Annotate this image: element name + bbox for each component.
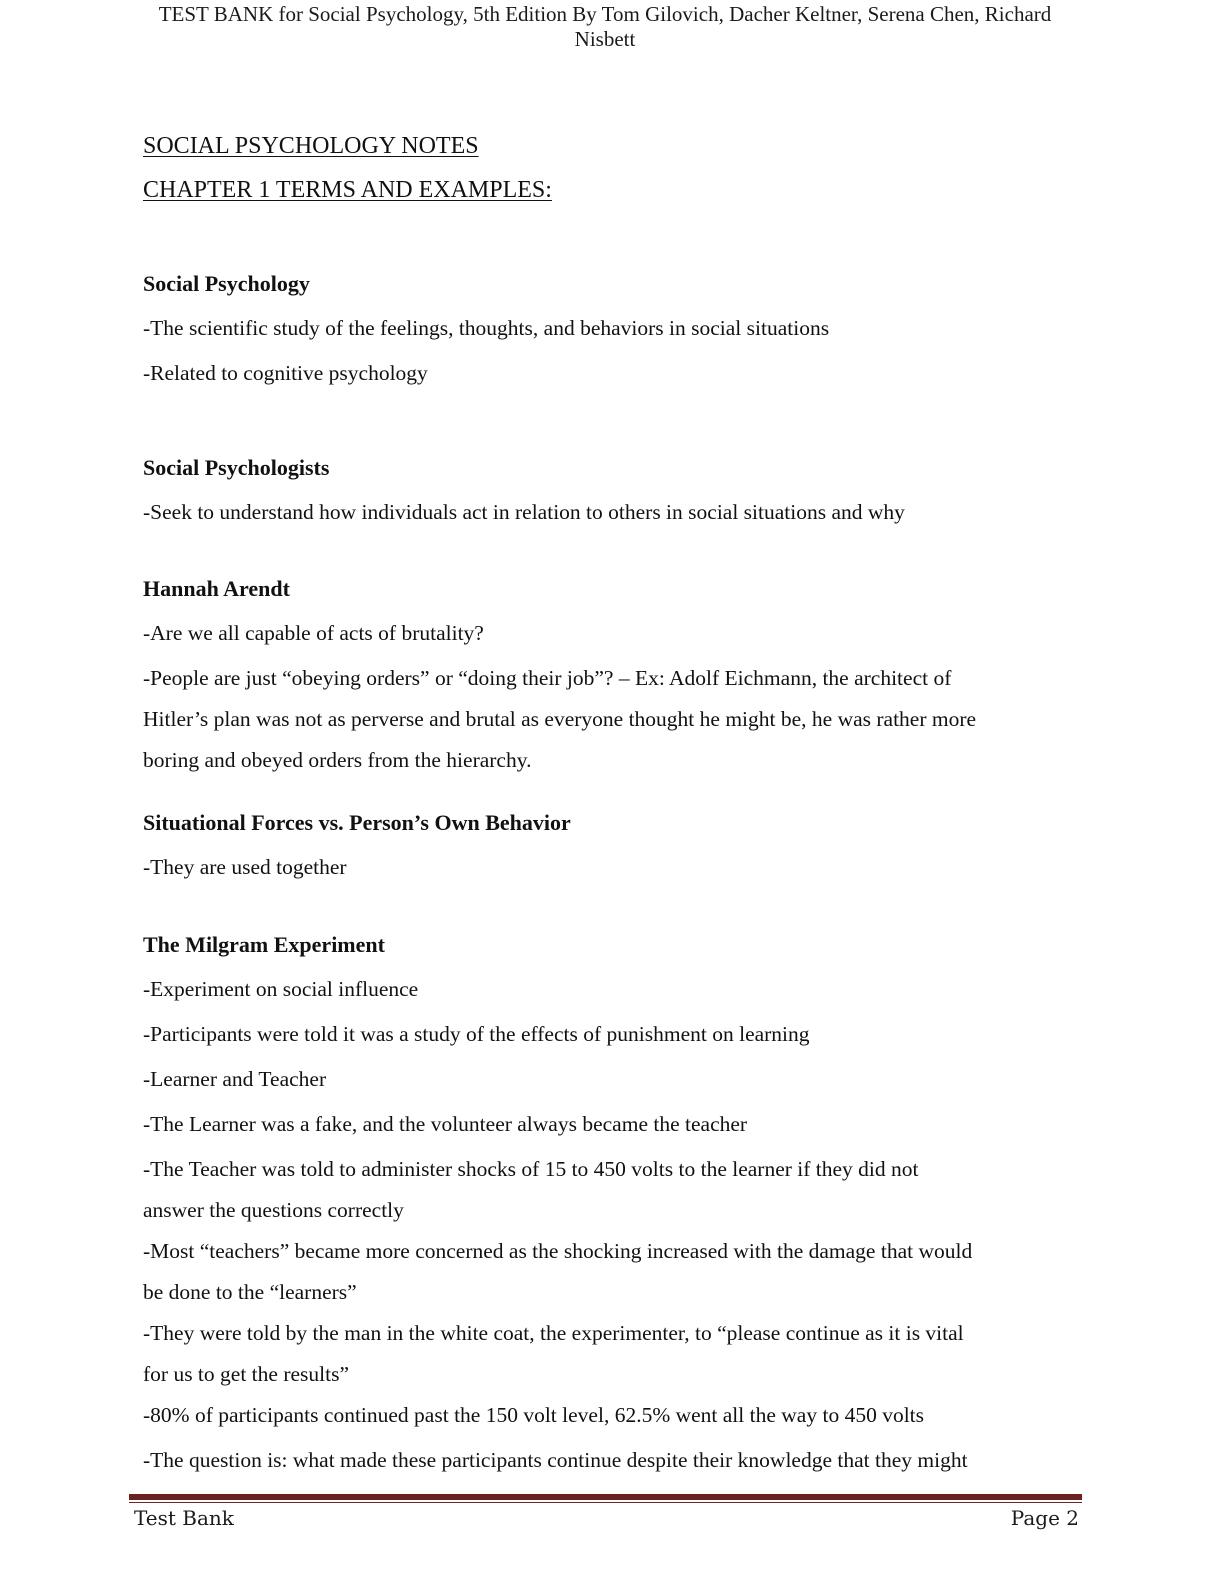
section-line: -They were told by the man in the white coat, the experimenter, to “please continue as it is vital bbox=[143, 1321, 964, 1345]
section-line: -80% of participants continued past the 150 volt level, 62.5% went all the way to 450 volts bbox=[143, 1403, 925, 1427]
section-line: -Learner and Teacher bbox=[143, 1067, 327, 1091]
section-line: -The Learner was a fake, and the volunteer always became the teacher bbox=[143, 1112, 748, 1136]
section-line: -Related to cognitive psychology bbox=[143, 361, 428, 385]
section-line: -The question is: what made these participants continue despite their knowledge that they might bbox=[143, 1448, 968, 1472]
section-line: for us to get the results” bbox=[143, 1362, 349, 1386]
section-line: -Experiment on social influence bbox=[143, 977, 419, 1001]
section-line: boring and obeyed orders from the hierarchy. bbox=[143, 748, 532, 772]
section-line: Hitler’s plan was not as perverse and brutal as everyone thought he might be, he was rather more bbox=[143, 707, 977, 731]
section-line: -Seek to understand how individuals act in relation to others in social situations and why bbox=[143, 500, 905, 524]
page-header bbox=[130, 2, 1080, 52]
section-line: -Are we all capable of acts of brutality? bbox=[143, 621, 484, 645]
header-line-1: TEST BANK for Social Psychology, 5th Edition By Tom Gilovich, Dacher Keltner, Serena Chen, Richard bbox=[158, 2, 1052, 26]
section-line: answer the questions correctly bbox=[143, 1198, 404, 1222]
notes-title: SOCIAL PSYCHOLOGY NOTES bbox=[143, 133, 479, 159]
footer-label: Test Bank bbox=[134, 1506, 234, 1530]
section-line: -They are used together bbox=[143, 855, 347, 879]
section-line: -Participants were told it was a study of the effects of punishment on learning bbox=[143, 1022, 810, 1046]
section-line: -The scientific study of the feelings, thoughts, and behaviors in social situations bbox=[143, 316, 830, 340]
chapter-title: CHAPTER 1 TERMS AND EXAMPLES: bbox=[143, 177, 552, 203]
section-heading-social-psychology: Social Psychology bbox=[143, 271, 310, 296]
section-line: -The Teacher was told to administer shocks of 15 to 450 volts to the learner if they did not bbox=[143, 1157, 919, 1181]
footer-divider bbox=[129, 1494, 1082, 1500]
header-line-2: Nisbett bbox=[574, 27, 636, 51]
section-heading-hannah-arendt: Hannah Arendt bbox=[143, 576, 290, 601]
section-heading-situational-forces: Situational Forces vs. Person’s Own Behavior bbox=[143, 810, 571, 835]
section-heading-milgram-experiment: The Milgram Experiment bbox=[143, 932, 385, 957]
section-line: -Most “teachers” became more concerned as the shocking increased with the damage that would bbox=[143, 1239, 973, 1263]
page-number: Page 2 bbox=[1010, 1506, 1079, 1530]
section-heading-social-psychologists: Social Psychologists bbox=[143, 455, 330, 480]
section-line: be done to the “learners” bbox=[143, 1280, 357, 1304]
section-line: -People are just “obeying orders” or “doing their job”? – Ex: Adolf Eichmann, the architect of bbox=[143, 666, 952, 690]
